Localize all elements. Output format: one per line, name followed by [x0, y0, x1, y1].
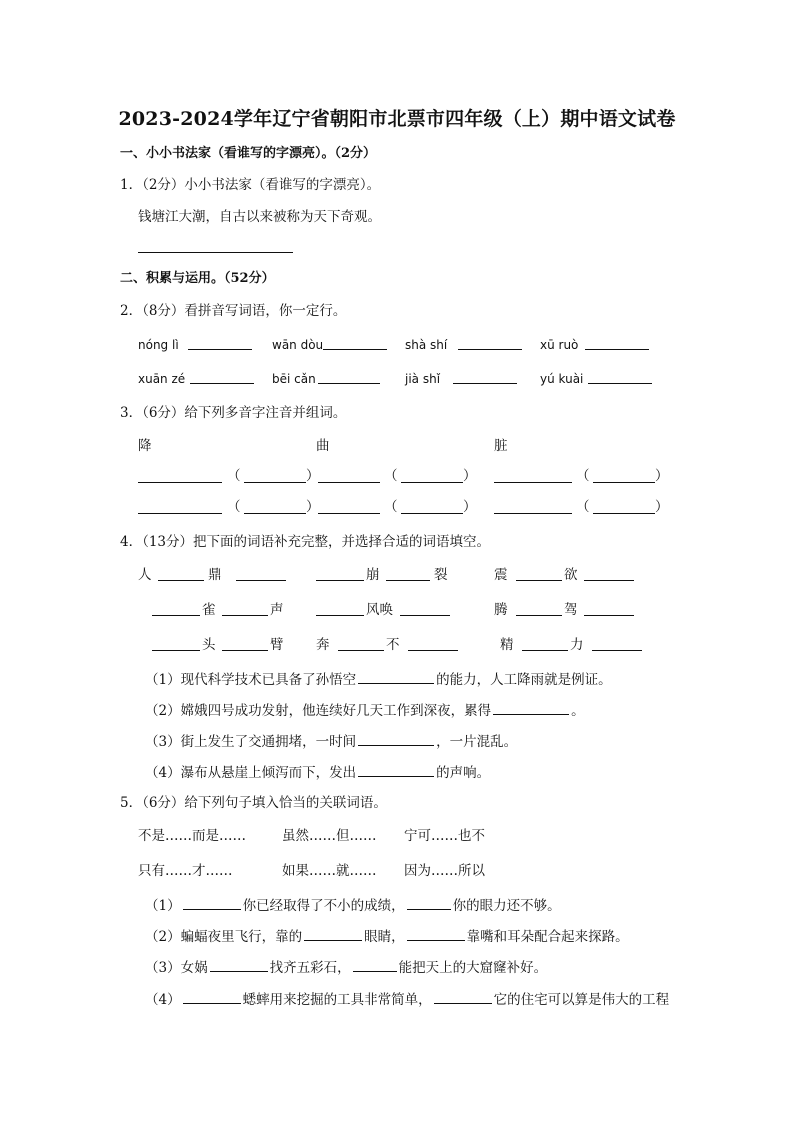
sentence-blank[interactable]: [358, 670, 434, 684]
idiom-blank[interactable]: [316, 615, 364, 616]
q5-sentence-4: （4） 蟋蟀用来挖掘的工具非常简单， 它的住宅可以算是伟大的工程: [145, 992, 670, 1008]
idiom-blank[interactable]: [516, 615, 562, 616]
q3-word-blank[interactable]: [244, 482, 306, 483]
idiom-char: 欲: [564, 567, 578, 583]
idiom-char: 崩: [366, 567, 380, 583]
q3-word-blank[interactable]: [593, 482, 655, 483]
pinyin-2: wān dòu: [272, 338, 324, 352]
q1-stem: 1．（2分）小小书法家（看谁写的字漂亮）。: [120, 177, 381, 193]
sentence-blank[interactable]: [183, 896, 241, 910]
q3-word-blank[interactable]: [401, 482, 463, 483]
idiom-blank[interactable]: [338, 650, 384, 651]
q3-stem: 3．（6分）给下列多音字注音并组词。: [120, 405, 347, 421]
pinyin-7: jià shǐ: [405, 372, 441, 386]
idiom-blank[interactable]: [400, 615, 450, 616]
q3-pinyin-blank[interactable]: [318, 482, 380, 483]
idiom-char: 臂: [270, 637, 284, 653]
q4-sentence-2: （2）嫦娥四号成功发射，他连续好几天工作到深夜，累得 。: [145, 703, 585, 719]
q3-pinyin-blank[interactable]: [318, 513, 380, 514]
q3-open-paren: （: [384, 468, 398, 484]
sentence-blank[interactable]: [493, 701, 569, 715]
idiom-char: 人: [138, 567, 152, 583]
idiom-char: 风唤: [366, 602, 393, 618]
idiom-char: 腾: [494, 602, 508, 618]
idiom-blank[interactable]: [522, 650, 568, 651]
q4-sentence-1: （1）现代科学技术已具备了孙悟空 的能力，人工降雨就是例证。: [145, 672, 612, 688]
pinyin-8-blank[interactable]: [588, 383, 652, 384]
conjunction-option: 只有……才……: [138, 863, 233, 879]
idiom-char: 奔: [316, 637, 330, 653]
section-1-heading: 一、小小书法家（看谁写的字漂亮）。（2分）: [120, 146, 377, 161]
pinyin-6-blank[interactable]: [318, 383, 380, 384]
pinyin-2-blank[interactable]: [323, 349, 387, 350]
q3-open-paren: （: [576, 499, 590, 515]
idiom-char: 鼎: [208, 567, 222, 583]
idiom-blank[interactable]: [152, 615, 200, 616]
idiom-char: 精: [500, 637, 514, 653]
q3-word-blank[interactable]: [401, 513, 463, 514]
idiom-blank[interactable]: [222, 615, 268, 616]
exam-title: 2023-2024学年辽宁省朝阳市北票市四年级（上）期中语文试卷: [118, 108, 676, 130]
sentence-blank[interactable]: [183, 990, 241, 1004]
pinyin-7-blank[interactable]: [453, 383, 517, 384]
idiom-blank[interactable]: [592, 650, 642, 651]
pinyin-8: yú kuài: [540, 372, 584, 386]
q3-close-paren: ）: [306, 468, 320, 484]
idiom-blank[interactable]: [316, 580, 364, 581]
pinyin-1-blank[interactable]: [188, 349, 252, 350]
idiom-blank[interactable]: [584, 615, 634, 616]
idiom-char: 裂: [434, 567, 448, 583]
q5-stem: 5．（6分）给下列句子填入恰当的关联词语。: [120, 795, 387, 811]
sentence-blank[interactable]: [407, 927, 465, 941]
polyphone-char-2: 曲: [316, 438, 330, 454]
q3-word-blank[interactable]: [593, 513, 655, 514]
idiom-blank[interactable]: [158, 580, 204, 581]
sentence-blank[interactable]: [407, 896, 451, 910]
conjunction-option: 不是……而是……: [138, 828, 246, 844]
conjunction-option: 宁可……也不: [404, 828, 485, 844]
pinyin-6: bēi cǎn: [272, 372, 316, 386]
q3-pinyin-blank[interactable]: [494, 482, 572, 483]
conjunction-option: 因为……所以: [404, 863, 485, 879]
pinyin-5: xuān zé: [138, 372, 186, 386]
idiom-char: 声: [270, 602, 284, 618]
idiom-char: 雀: [202, 602, 216, 618]
q3-close-paren: ）: [306, 499, 320, 515]
q3-open-paren: （: [576, 468, 590, 484]
pinyin-1: nóng lì: [138, 338, 179, 352]
idiom-blank[interactable]: [386, 580, 430, 581]
idiom-char: 不: [386, 637, 400, 653]
q3-pinyin-blank[interactable]: [494, 513, 572, 514]
polyphone-char-3: 脏: [494, 438, 508, 454]
sentence-blank[interactable]: [434, 990, 492, 1004]
q1-text: 钱塘江大潮，自古以来被称为天下奇观。: [138, 209, 381, 225]
q4-stem: 4．（13分）把下面的词语补充完整，并选择合适的词语填空。: [120, 534, 491, 550]
q3-pinyin-blank[interactable]: [138, 513, 222, 514]
sentence-blank[interactable]: [353, 958, 397, 972]
q3-close-paren: ）: [655, 499, 669, 515]
sentence-blank[interactable]: [304, 927, 362, 941]
q3-close-paren: ）: [655, 468, 669, 484]
idiom-blank[interactable]: [236, 580, 286, 581]
q3-open-paren: （: [227, 499, 241, 515]
q3-open-paren: （: [384, 499, 398, 515]
pinyin-4-blank[interactable]: [585, 349, 649, 350]
q3-word-blank[interactable]: [244, 513, 306, 514]
idiom-blank[interactable]: [222, 650, 268, 651]
q5-sentence-3: （3）女娲 找齐五彩石， 能把天上的大窟窿补好。: [145, 960, 548, 976]
sentence-blank[interactable]: [210, 958, 268, 972]
q5-sentence-2: （2）蝙蝠夜里飞行，靠的 眼睛， 靠嘴和耳朵配合起来探路。: [145, 929, 629, 945]
pinyin-3-blank[interactable]: [458, 349, 522, 350]
idiom-char: 头: [202, 637, 216, 653]
sentence-blank[interactable]: [358, 763, 434, 777]
sentence-blank[interactable]: [358, 732, 434, 746]
conjunction-option: 如果……就……: [282, 863, 377, 879]
pinyin-3: shà shí: [405, 338, 448, 352]
q1-answer-line[interactable]: [138, 252, 293, 253]
pinyin-4: xū ruò: [540, 338, 579, 352]
q3-close-paren: ）: [463, 468, 477, 484]
idiom-blank[interactable]: [516, 580, 562, 581]
q2-stem: 2．（8分）看拼音写词语，你一定行。: [120, 303, 347, 319]
pinyin-5-blank[interactable]: [190, 383, 254, 384]
idiom-char: 力: [570, 637, 584, 653]
idiom-blank[interactable]: [152, 650, 200, 651]
q4-sentence-4: （4）瀑布从悬崖上倾泻而下，发出 的声响。: [145, 765, 491, 781]
q3-open-paren: （: [227, 468, 241, 484]
idiom-char: 驾: [564, 602, 578, 618]
conjunction-option: 虽然……但……: [282, 828, 377, 844]
polyphone-char-1: 降: [138, 438, 152, 454]
q4-sentence-3: （3）街上发生了交通拥堵，一时间 ，一片混乱。: [145, 734, 518, 750]
idiom-blank[interactable]: [408, 650, 458, 651]
idiom-char: 震: [494, 567, 508, 583]
section-2-heading: 二、积累与运用。（52分）: [120, 271, 275, 286]
q3-close-paren: ）: [463, 499, 477, 515]
idiom-blank[interactable]: [584, 580, 634, 581]
q3-pinyin-blank[interactable]: [138, 482, 222, 483]
q5-sentence-1: （1） 你已经取得了不小的成绩， 你的眼力还不够。: [145, 898, 561, 914]
